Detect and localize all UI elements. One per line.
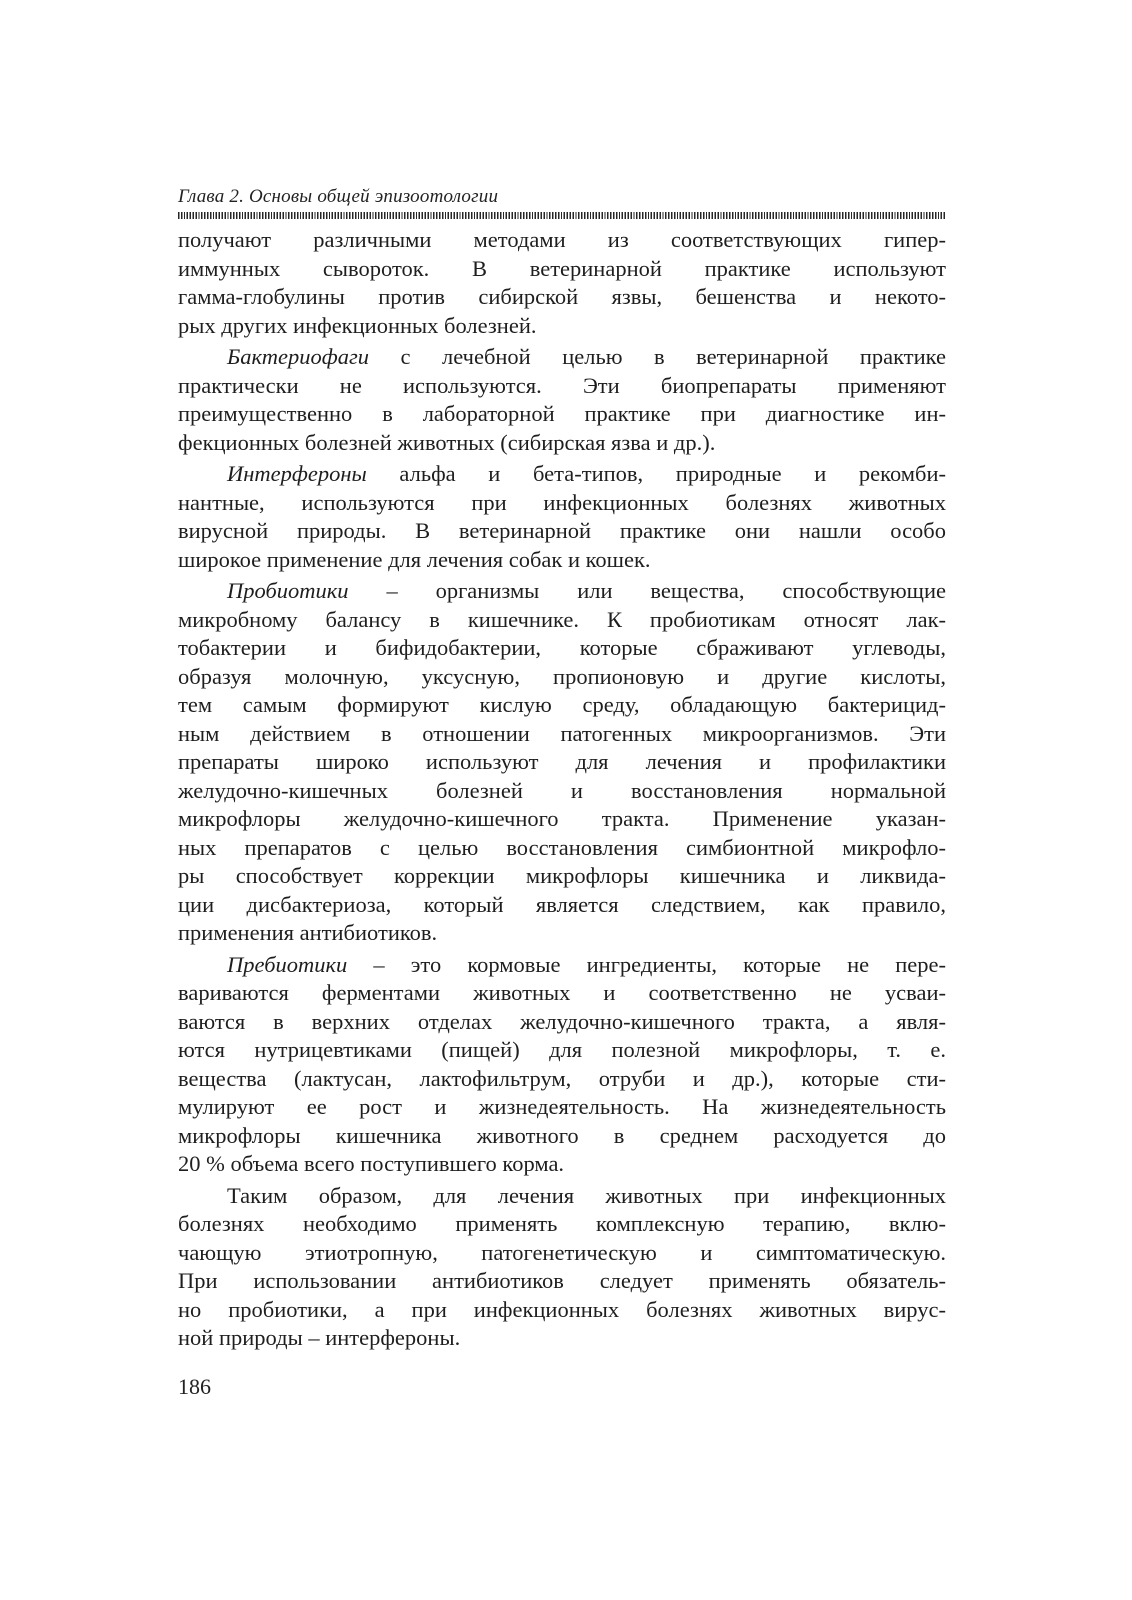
line-text: ции дисбактериоза, который является следствием, как правило, bbox=[178, 891, 946, 917]
line-text: ры способствует коррекции микрофлоры кишечника и ликвида- bbox=[178, 863, 946, 888]
text-line bbox=[178, 891, 946, 920]
line-text: получают различными методами из соответствующих гипер- bbox=[178, 227, 946, 252]
line-text: – это кормовые ингредиенты, которые не пере- bbox=[347, 951, 946, 977]
text-line bbox=[178, 226, 946, 255]
text-line bbox=[178, 1122, 946, 1151]
line-text: фекционных болезней животных (сибирская язва и др.). bbox=[178, 429, 716, 455]
text-line bbox=[178, 748, 946, 777]
text-line bbox=[178, 1267, 946, 1296]
line-text: тем самым формируют кислую среду, обладающую бактерицид- bbox=[178, 692, 946, 717]
paragraph bbox=[178, 226, 946, 340]
text-line bbox=[178, 1239, 946, 1268]
text-line bbox=[178, 517, 946, 546]
line-text: рых других инфекционных болезней. bbox=[178, 312, 537, 338]
text-line bbox=[178, 777, 946, 806]
line-text: образуя молочную, уксусную, пропионовую и другие кислоты, bbox=[178, 663, 946, 689]
line-text: но пробиотики, а при инфекционных болезнях животных вирус- bbox=[178, 1296, 946, 1322]
text-line bbox=[178, 1036, 946, 1065]
text-line bbox=[178, 1008, 946, 1037]
term-italic: Интерфероны bbox=[227, 461, 367, 486]
term-italic: Пребиотики bbox=[227, 951, 348, 977]
paragraph bbox=[178, 951, 946, 1179]
text-line bbox=[178, 546, 946, 575]
text-line bbox=[178, 400, 946, 429]
text-line bbox=[178, 919, 946, 948]
text-line bbox=[178, 283, 946, 312]
line-text: преимущественно в лабораторной практике при диагностике ин- bbox=[178, 401, 946, 426]
body-text bbox=[178, 226, 946, 1353]
line-text: болезнях необходимо применять комплексную терапию, вклю- bbox=[178, 1211, 946, 1236]
text-line bbox=[178, 489, 946, 518]
line-text: 20 % объема всего поступившего корма. bbox=[178, 1151, 565, 1176]
paragraph bbox=[178, 1182, 946, 1353]
line-text: альфа и бета-типов, природные и рекомби- bbox=[366, 461, 946, 486]
line-text: ной природы – интерфероны. bbox=[178, 1325, 461, 1350]
text-line bbox=[178, 1093, 946, 1122]
text-line bbox=[178, 951, 946, 980]
line-text: – организмы или вещества, способствующие bbox=[348, 578, 946, 603]
text-line bbox=[178, 577, 946, 606]
line-text: тобактерии и бифидобактерии, которые сбраживают углеводы, bbox=[178, 635, 946, 660]
header-rule bbox=[178, 212, 946, 219]
line-text: вирусной природы. В ветеринарной практике они нашли особо bbox=[178, 518, 946, 543]
line-text: вещества (лактусан, лактофильтрум, отруби и др.), которые сти- bbox=[178, 1065, 946, 1091]
line-text: микрофлоры желудочно-кишечного тракта. Применение указан- bbox=[178, 806, 946, 831]
text-line bbox=[178, 460, 946, 489]
text-line bbox=[178, 663, 946, 692]
text-line bbox=[178, 1324, 946, 1353]
text-line bbox=[178, 312, 946, 341]
text-line bbox=[178, 1065, 946, 1094]
text-line bbox=[178, 834, 946, 863]
line-text: широкое применение для лечения собак и кошек. bbox=[178, 546, 651, 572]
text-line bbox=[178, 720, 946, 749]
line-text: нантные, используются при инфекционных болезнях животных bbox=[178, 489, 946, 515]
text-line bbox=[178, 691, 946, 720]
line-text: микробному балансу в кишечнике. К пробиотикам относят лак- bbox=[178, 606, 946, 632]
text-line bbox=[178, 1182, 946, 1211]
line-text: При использовании антибиотиков следует применять обязатель- bbox=[178, 1268, 946, 1293]
paragraph bbox=[178, 460, 946, 574]
text-line bbox=[178, 634, 946, 663]
text-line bbox=[178, 372, 946, 401]
text-line bbox=[178, 606, 946, 635]
text-line bbox=[178, 1150, 946, 1179]
paragraph bbox=[178, 577, 946, 948]
running-head: Глава 2. Основы общей эпизоотологии bbox=[178, 186, 499, 207]
line-text: препараты широко используют для лечения и профилактики bbox=[178, 749, 946, 774]
line-text: ваются в верхних отделах желудочно-кишечного тракта, а явля- bbox=[178, 1008, 946, 1034]
text-line bbox=[178, 862, 946, 891]
line-text: желудочно-кишечных болезней и восстановления нормальной bbox=[178, 777, 946, 803]
text-line bbox=[178, 429, 946, 458]
line-text: практически не используются. Эти биопрепараты применяют bbox=[178, 372, 946, 398]
term-italic: Пробиотики bbox=[227, 578, 349, 603]
line-text: вариваются ферментами животных и соответственно не усваи- bbox=[178, 980, 946, 1005]
line-text: мулируют ее рост и жизнедеятельность. На жизнедеятельность bbox=[178, 1094, 946, 1119]
line-text: ным действием в отношении патогенных микроорганизмов. Эти bbox=[178, 720, 946, 746]
text-line bbox=[178, 805, 946, 834]
page-number: 186 bbox=[178, 1374, 211, 1399]
line-text: Таким образом, для лечения животных при инфекционных bbox=[227, 1182, 946, 1208]
paragraph bbox=[178, 343, 946, 457]
line-text: гамма-глобулины против сибирской язвы, бешенства и некото- bbox=[178, 284, 946, 309]
text-line bbox=[178, 1296, 946, 1325]
text-line bbox=[178, 255, 946, 284]
line-text: чающую этиотропную, патогенетическую и симптоматическую. bbox=[178, 1239, 946, 1265]
line-text: микрофлоры кишечника животного в среднем расходуется до bbox=[178, 1122, 946, 1148]
text-line bbox=[178, 343, 946, 372]
line-text: иммунных сывороток. В ветеринарной практике используют bbox=[178, 255, 946, 281]
line-text: ных препаратов с целью восстановления симбионтной микрофло- bbox=[178, 834, 946, 860]
line-text: применения антибиотиков. bbox=[178, 920, 438, 945]
line-text: ются нутрицевтиками (пищей) для полезной микрофлоры, т. е. bbox=[178, 1037, 946, 1062]
text-line bbox=[178, 979, 946, 1008]
text-line bbox=[178, 1210, 946, 1239]
term-italic: Бактериофаги bbox=[227, 344, 369, 369]
line-text: с лечебной целью в ветеринарной практике bbox=[369, 344, 946, 369]
